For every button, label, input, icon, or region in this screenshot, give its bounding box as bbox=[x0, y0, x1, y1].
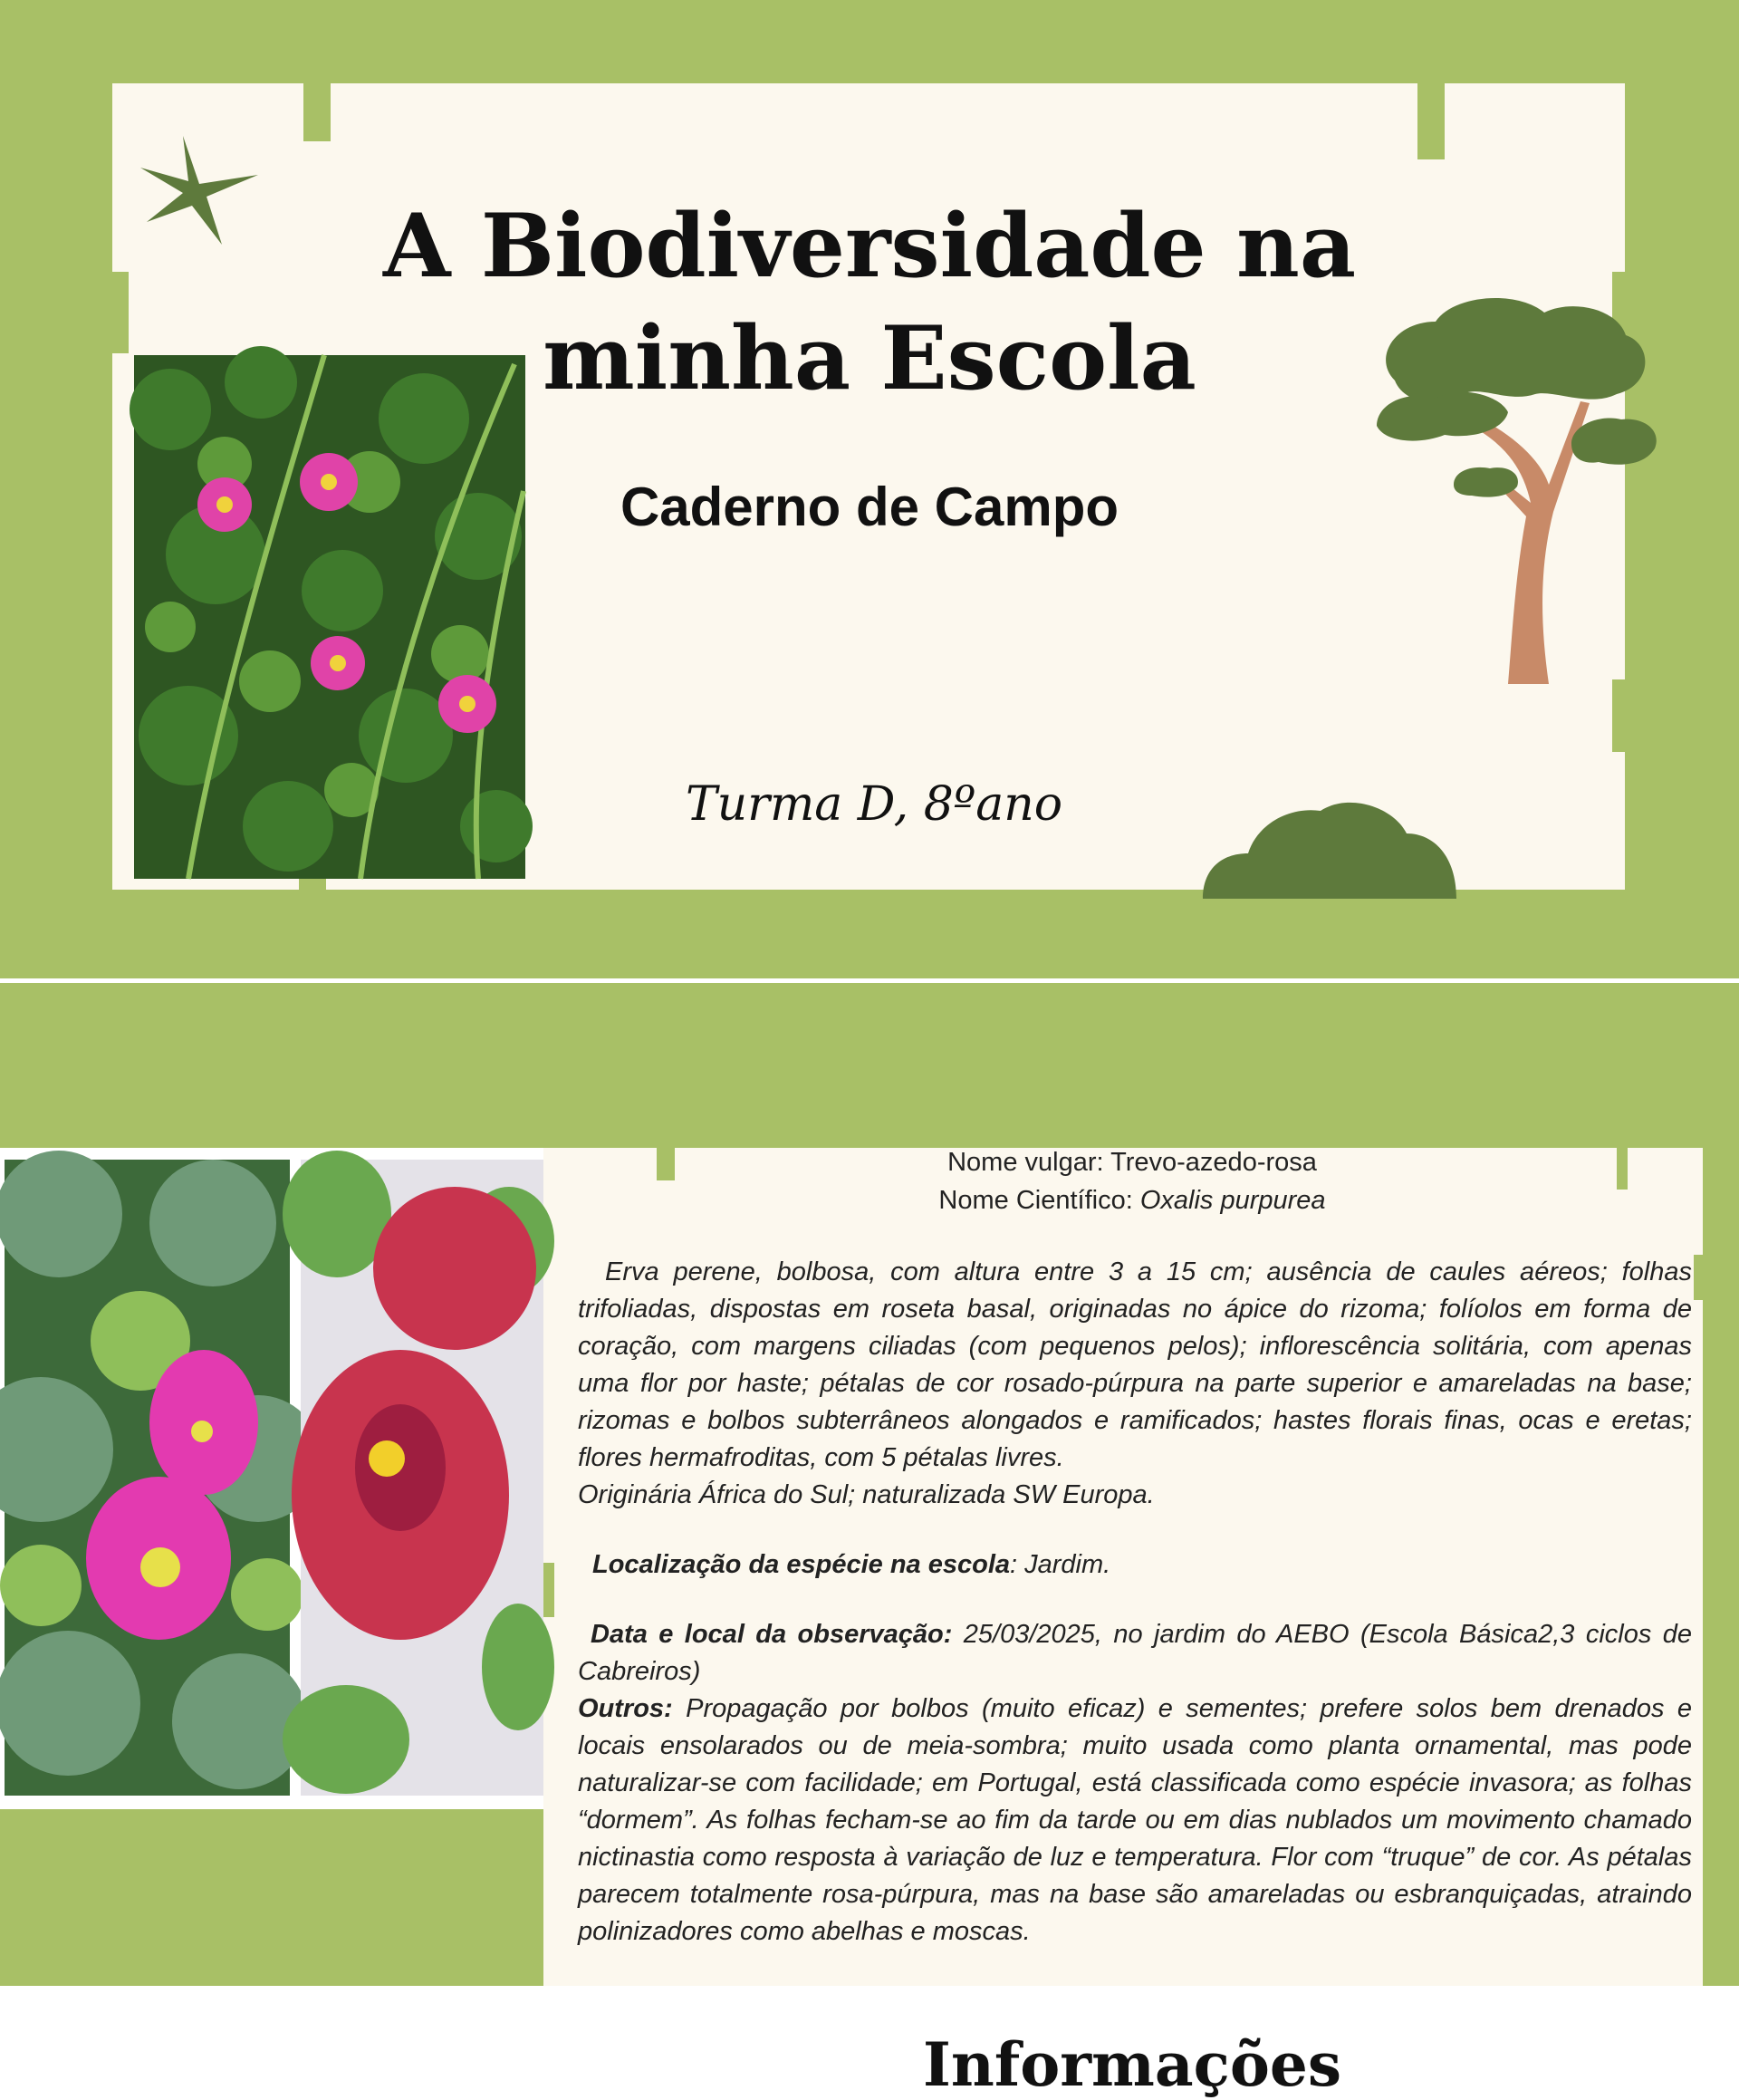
cover-slide bbox=[0, 0, 1739, 978]
page-title bbox=[380, 190, 1359, 415]
others-label: Outros: bbox=[578, 1694, 673, 1723]
scientific-name-label: Nome Científico: bbox=[938, 1186, 1140, 1215]
observation-label: Data e local da observação: bbox=[591, 1620, 953, 1649]
title-line-2: minha Escola bbox=[543, 307, 1196, 409]
paper-tear bbox=[1417, 78, 1445, 159]
flower-photo bbox=[5, 1160, 290, 1796]
observation-value: 25/03/2025, no jardim do AEBO (Escola Básica2,3 ciclos de Cabreiros) bbox=[578, 1620, 1692, 1686]
observation-row bbox=[578, 1616, 1692, 1691]
common-name-label: Nome vulgar: bbox=[947, 1148, 1111, 1177]
paper-tear bbox=[1612, 679, 1634, 752]
page-subtitle: Caderno de Campo bbox=[620, 477, 1119, 537]
scientific-name-row bbox=[580, 1181, 1685, 1219]
title-line-1: A Biodiversidade na bbox=[382, 195, 1357, 297]
species-description: Erva perene, bolbosa, com altura entre 3 a 15 cm; ausência de caules aéreos; folhas trifoliadas, dispostas em roseta basal, originadas no ápice do rizoma; folíolos em forma de coração, com margens ciliadas (com pequenos pelos); inflorescência solitária, com apenas uma flor por haste; pétalas de cor rosado-púrpura na parte superior e amareladas na base; rizomas e bolbos subterrâneos alongados e ramificados; hastes florais finas, ocas e eretas; flores hermafroditas, com 5 pétalas livres. bbox=[578, 1257, 1692, 1472]
class-label: Turma D, 8ºano bbox=[685, 777, 1063, 832]
others-row bbox=[578, 1691, 1692, 1951]
tree-icon bbox=[1372, 294, 1662, 684]
species-origin: Originária África do Sul; naturalizada SW Europa. bbox=[578, 1480, 1155, 1509]
others-value: Propagação por bolbos (muito eficaz) e sementes; prefere solos bem drenados e locais ensolarados ou de meia-sombra; muito usada como planta ornamental, mas pode naturalizar-se com facilidade; em Portugal, está classificada como espécie invasora; as folhas “dormem”. As folhas fecham-se ao fim da tarde ou em dias nublados um movimento chamado nictinastia como resposta à variação de luz e temperatura. Flor com “truque” de cor. As pétalas parecem totalmente rosa-púrpura, mas na base são amareladas ou esbranquiçadas, atraindo polinizadores como abelhas e moscas. bbox=[578, 1694, 1692, 1946]
info-heading: Informações bbox=[923, 2029, 1341, 2100]
location-row bbox=[578, 1546, 1692, 1584]
location-value: : Jardim. bbox=[1010, 1550, 1111, 1579]
paper-tear bbox=[303, 78, 331, 141]
species-description-block bbox=[578, 1254, 1692, 1951]
cover-flower-photo bbox=[134, 355, 525, 879]
paper-tear bbox=[107, 272, 129, 353]
flower-drawing bbox=[301, 1160, 543, 1796]
location-label: Localização da espécie na escola bbox=[592, 1550, 1011, 1579]
common-name-value: Trevo-azedo-rosa bbox=[1110, 1148, 1317, 1177]
common-name-row bbox=[580, 1143, 1685, 1181]
scientific-name-value: Oxalis purpurea bbox=[1139, 1186, 1326, 1215]
paper-tear bbox=[1694, 1255, 1706, 1300]
species-names bbox=[580, 1143, 1685, 1219]
bush-icon bbox=[1203, 797, 1456, 899]
star-icon bbox=[136, 131, 263, 249]
